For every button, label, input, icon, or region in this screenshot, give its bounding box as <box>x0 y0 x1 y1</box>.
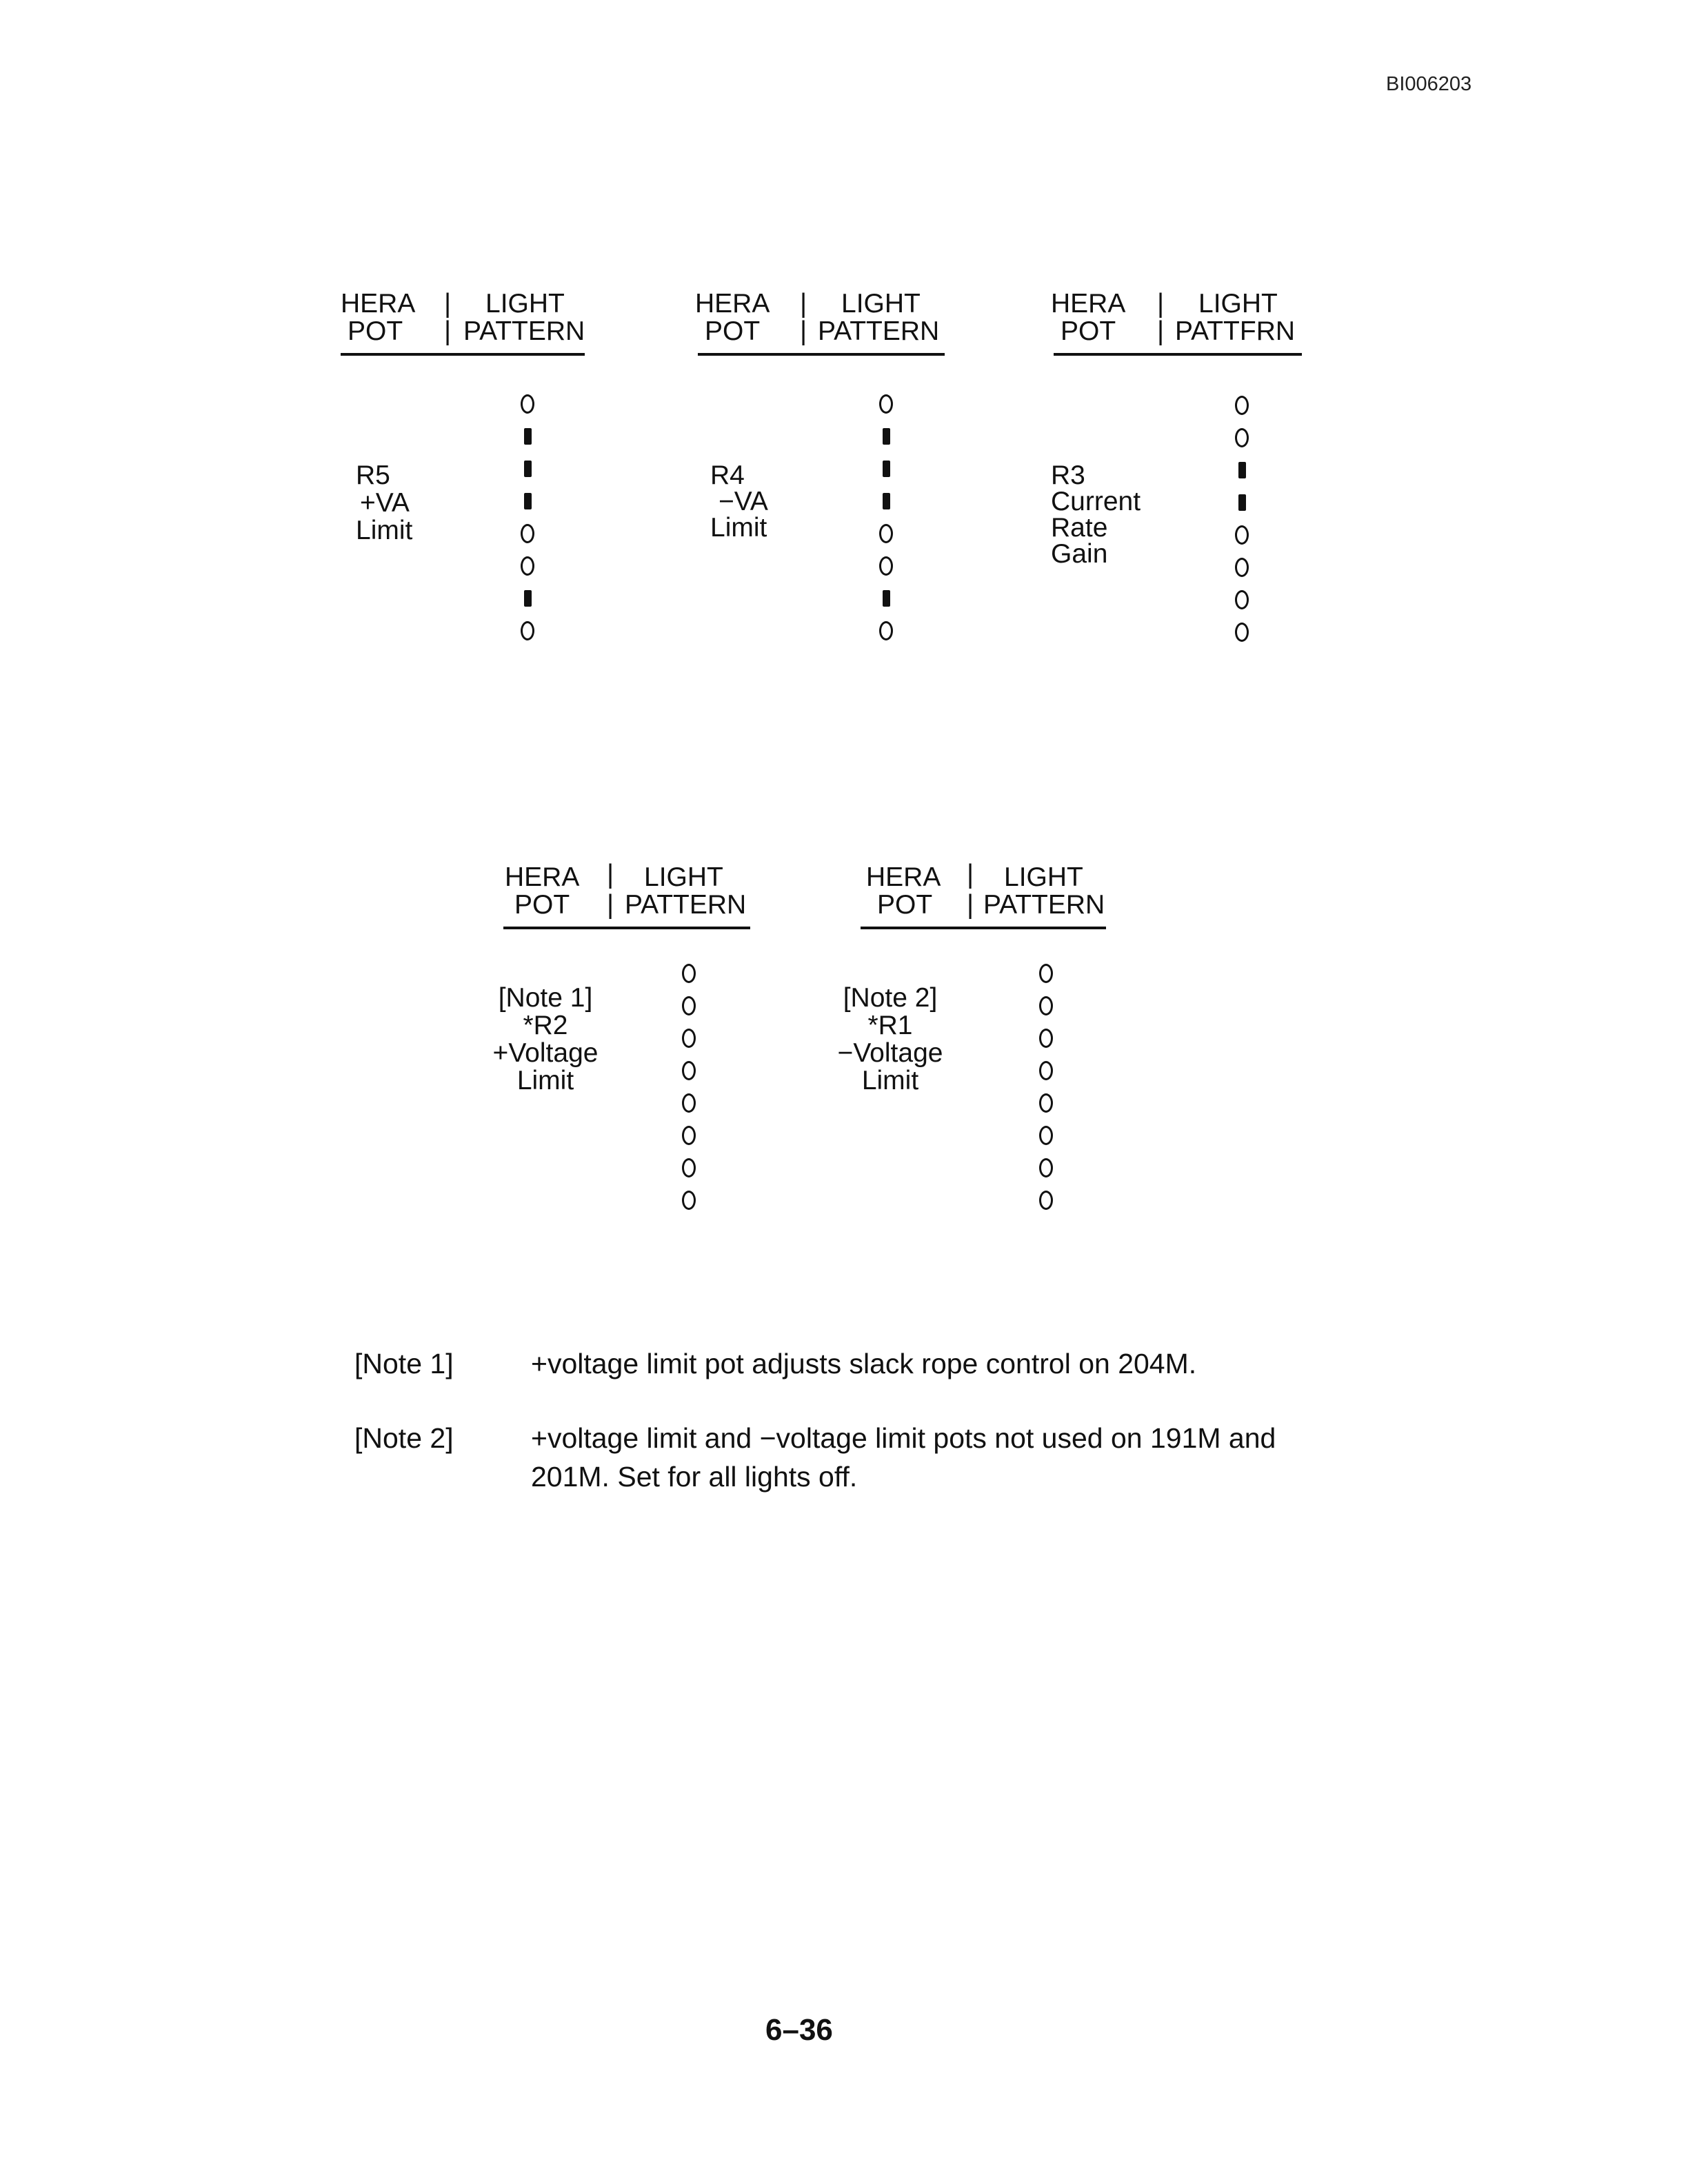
pot-id: R5 <box>356 461 390 490</box>
page-number: 6–36 <box>765 2013 833 2047</box>
hera-header: HERA <box>505 862 580 892</box>
light-indicator <box>680 1154 698 1182</box>
light-indicator <box>1037 1154 1055 1182</box>
pot-desc: Gain <box>1051 539 1108 569</box>
pot-desc: −Voltage <box>837 1038 943 1068</box>
light-header: LIGHT <box>644 862 723 892</box>
pot-header: POT <box>348 316 403 346</box>
pot-desc: Limit <box>861 1066 919 1095</box>
light-indicator <box>1233 392 1251 419</box>
pot-id: *R2 <box>523 1011 568 1040</box>
header-rule <box>861 927 1106 929</box>
light-table-r4 <box>695 290 950 648</box>
light-indicator <box>680 960 698 987</box>
hera-header: HERA <box>1051 289 1126 318</box>
pot-desc: +Voltage <box>492 1038 599 1068</box>
light-indicator <box>1037 1057 1055 1084</box>
divider-bar: | <box>444 289 452 318</box>
light-table-r1 <box>825 860 1114 1222</box>
pattern-header: PATTERN <box>625 890 747 920</box>
divider-bar: | <box>800 316 807 346</box>
pot-desc: +VA <box>360 488 410 518</box>
pattern-header: PATTERN <box>463 316 585 346</box>
pot-header: POT <box>514 890 570 920</box>
hera-header: HERA <box>341 289 416 318</box>
light-indicator <box>1233 554 1251 581</box>
light-indicator <box>519 585 536 612</box>
divider-bar: | <box>967 860 974 889</box>
light-indicator <box>1233 456 1251 484</box>
light-table-r3 <box>1051 290 1306 648</box>
header-rule <box>503 927 750 929</box>
note-2 <box>354 1419 1389 1502</box>
note-text: +voltage limit pot adjusts slack rope control on 204M. <box>531 1348 1197 1379</box>
light-header: LIGHT <box>841 289 921 318</box>
pot-desc: Rate <box>1051 513 1108 543</box>
divider-bar: | <box>444 316 452 346</box>
light-table-r5 <box>341 290 589 648</box>
light-indicator <box>1037 960 1055 987</box>
light-indicator <box>680 1057 698 1084</box>
header-rule <box>1054 353 1302 356</box>
divider-bar: | <box>607 860 614 889</box>
light-indicator <box>877 520 895 547</box>
note-tag: [Note 1] <box>354 1348 454 1379</box>
light-indicator <box>1037 1122 1055 1149</box>
document-id: BI006203 <box>1386 73 1472 95</box>
divider-bar: | <box>1157 316 1165 346</box>
header-rule <box>341 353 585 356</box>
light-indicator <box>519 617 536 645</box>
pot-header: POT <box>877 890 933 920</box>
pot-id: R3 <box>1051 461 1085 490</box>
light-indicator <box>877 552 895 580</box>
pattern-header: PATTFRN <box>1175 316 1296 346</box>
note-ref: [Note 1] <box>498 983 593 1013</box>
light-indicator <box>519 423 536 450</box>
hera-header: HERA <box>695 289 770 318</box>
light-indicator <box>877 585 895 612</box>
pattern-header: PATTERN <box>983 890 1105 920</box>
light-indicator <box>680 1089 698 1117</box>
light-indicator <box>1037 1089 1055 1117</box>
pot-desc: Limit <box>516 1066 574 1095</box>
light-indicator <box>1037 1186 1055 1214</box>
pot-desc: Limit <box>356 516 413 545</box>
divider-bar: | <box>1157 289 1165 318</box>
divider-bar: | <box>607 890 614 920</box>
light-indicator <box>877 617 895 645</box>
pot-desc: −VA <box>719 487 768 516</box>
light-indicator <box>680 1024 698 1052</box>
light-header: LIGHT <box>1198 289 1278 318</box>
light-indicator <box>877 455 895 483</box>
divider-bar: | <box>967 890 974 920</box>
light-indicator <box>519 552 536 580</box>
light-indicator <box>1037 1024 1055 1052</box>
pattern-header: PATTERN <box>818 316 940 346</box>
note-ref: [Note 2] <box>843 983 938 1013</box>
pot-desc: Limit <box>710 513 767 543</box>
pot-header: POT <box>705 316 761 346</box>
light-indicator <box>519 487 536 515</box>
pot-desc: Current <box>1051 487 1141 516</box>
pot-header: POT <box>1061 316 1116 346</box>
light-header: LIGHT <box>485 289 565 318</box>
note-tag: [Note 2] <box>354 1422 454 1454</box>
light-table-r2 <box>480 860 756 1222</box>
note-text: +voltage limit and −voltage limit pots not used on 191M and 201M. Set for all lights off. <box>531 1422 1276 1493</box>
light-indicator <box>519 390 536 418</box>
light-indicator <box>680 992 698 1020</box>
light-indicator <box>1233 489 1251 516</box>
light-indicator <box>1233 586 1251 614</box>
pot-id: R4 <box>710 461 745 490</box>
light-indicator <box>1233 618 1251 646</box>
note-1 <box>354 1344 1389 1386</box>
light-indicator <box>1037 992 1055 1020</box>
light-indicator <box>519 520 536 547</box>
light-header: LIGHT <box>1004 862 1083 892</box>
pot-id: *R1 <box>867 1011 913 1040</box>
hera-header: HERA <box>866 862 941 892</box>
light-indicator <box>519 455 536 483</box>
light-indicator <box>877 487 895 515</box>
light-indicator <box>877 423 895 450</box>
light-indicator <box>680 1122 698 1149</box>
header-rule <box>698 353 945 356</box>
light-indicator <box>1233 424 1251 452</box>
divider-bar: | <box>800 289 807 318</box>
light-indicator <box>680 1186 698 1214</box>
light-indicator <box>877 390 895 418</box>
light-indicator <box>1233 521 1251 549</box>
